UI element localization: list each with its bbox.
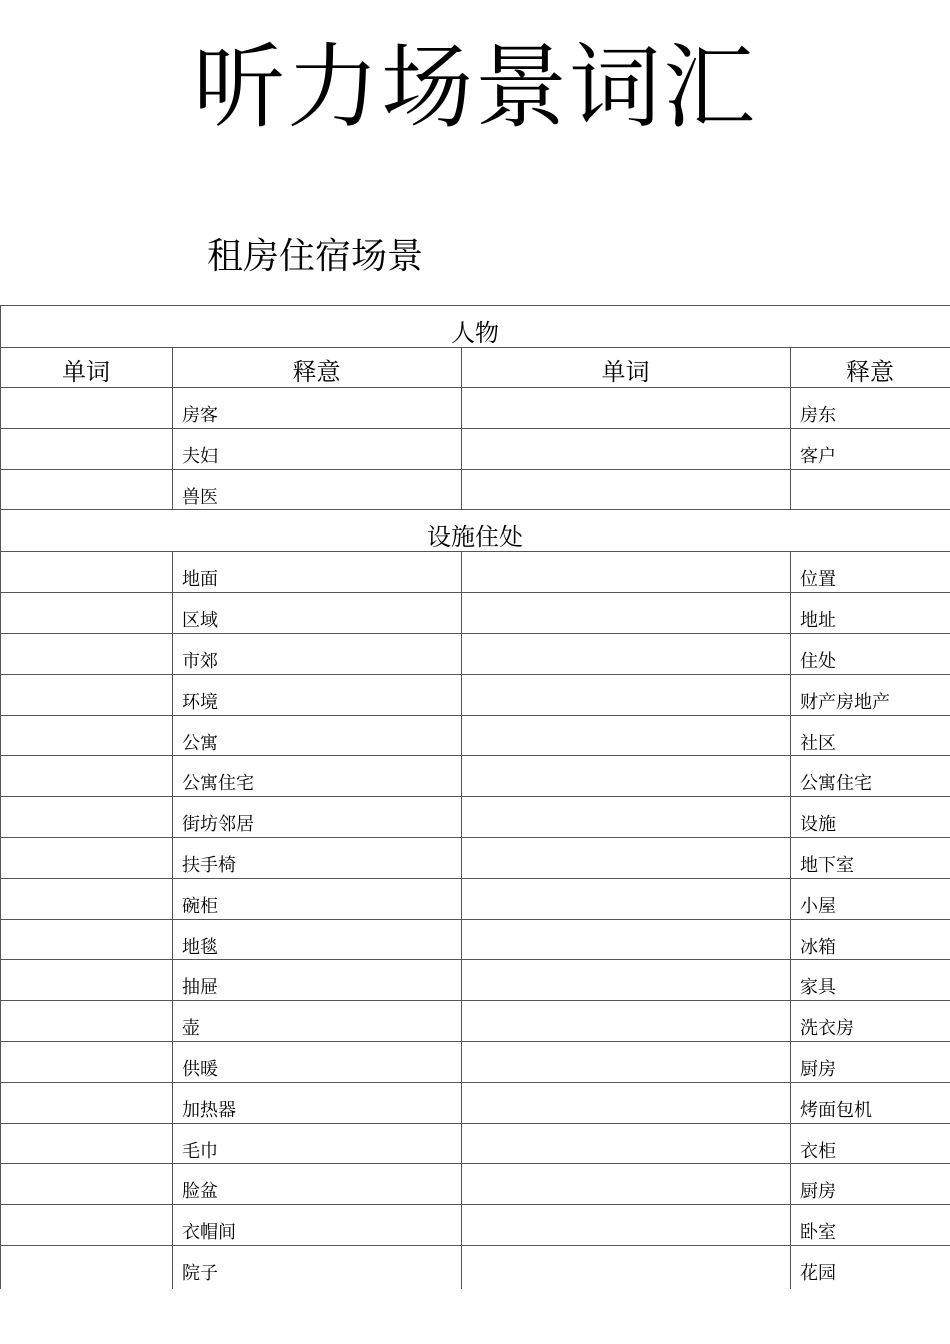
table-cell: 厨房: [800, 1181, 836, 1203]
table-cell: 卧室: [800, 1222, 836, 1244]
table-cell: 客户: [800, 445, 836, 467]
table-rule: [0, 959, 950, 960]
table-rule: [0, 592, 950, 593]
table-cell: 衣柜: [800, 1140, 836, 1162]
table-cell: 碗柜: [182, 895, 218, 917]
table-rule: [0, 1000, 950, 1001]
table-cell: 厨房: [800, 1059, 836, 1080]
table-cell: 毛巾: [182, 1140, 218, 1162]
table-cell: 财产房地产: [800, 691, 890, 713]
table-cell: 兽医: [182, 486, 218, 508]
table-cell: 加热器: [182, 1099, 236, 1121]
table-rule: [0, 1163, 950, 1164]
table-rule: [0, 1041, 950, 1042]
table-cell: 地下室: [800, 855, 854, 876]
table-column-rule: [790, 347, 791, 387]
table-cell: 院子: [182, 1263, 218, 1284]
table-cell: 冰箱: [800, 936, 836, 958]
table-column-rule: [790, 387, 791, 509]
table-cell: 区域: [182, 610, 218, 632]
table-column-rule: [172, 347, 173, 387]
table-cell: 社区: [800, 732, 836, 754]
table-rule: [0, 755, 950, 756]
table-cell: 夫妇: [182, 445, 218, 467]
table-rule: [0, 837, 950, 838]
table-cell: 位置: [800, 569, 836, 591]
table-column-rule: [790, 551, 791, 1289]
table-cell: 地面: [182, 569, 218, 591]
table-cell: 洗衣房: [800, 1018, 854, 1040]
table-cell: 衣帽间: [182, 1222, 236, 1244]
table-cell: 公寓住宅: [182, 773, 254, 795]
table-cell: 烤面包机: [800, 1099, 872, 1121]
table-header-cell: 单词: [601, 358, 650, 386]
table-rule: [0, 633, 950, 634]
table-rule: [0, 1123, 950, 1124]
table-rule: [0, 715, 950, 716]
table-rule: [0, 509, 950, 510]
table-cell: 花园: [800, 1263, 836, 1284]
section-subtitle: 租房住宿场景: [207, 236, 424, 277]
table-rule: [0, 551, 950, 552]
table-cell: 环境: [182, 691, 218, 713]
table-rule: [0, 1245, 950, 1246]
table-cell: 抽屉: [182, 977, 218, 999]
table-cell: 地址: [800, 610, 836, 632]
table-cell: 公寓住宅: [800, 773, 872, 795]
table-rule: [0, 1204, 950, 1205]
table-cell: 市郊: [182, 651, 218, 672]
table-rule: [0, 305, 950, 306]
table-cell: 扶手椅: [182, 855, 236, 876]
table-cell: 房客: [182, 405, 218, 426]
table-column-rule: [461, 347, 462, 387]
table-section-label: 设施住处: [427, 523, 523, 552]
table-cell: 设施: [800, 814, 836, 836]
table-cell: 公寓: [182, 732, 218, 754]
table-header-cell: 释意: [292, 358, 341, 386]
table-rule: [0, 919, 950, 920]
table-column-rule: [172, 551, 173, 1289]
table-cell: 脸盆: [182, 1181, 218, 1203]
document-title: 听力场景词汇: [192, 34, 757, 141]
table-rule: [0, 674, 950, 675]
table-section-label: 人物: [451, 319, 499, 347]
table-cell: 街坊邻居: [182, 814, 254, 836]
table-rule: [0, 796, 950, 797]
table-cell: 壶: [182, 1018, 200, 1040]
table-column-rule: [172, 387, 173, 509]
table-cell: 小屋: [800, 895, 836, 917]
table-header-cell: 释意: [846, 358, 894, 386]
table-rule: [0, 347, 950, 348]
table-header-cell: 单词: [62, 358, 110, 386]
table-column-rule: [461, 551, 462, 1289]
table-rule: [0, 1082, 950, 1083]
table-cell: 地毯: [182, 936, 218, 958]
table-cell: 房东: [800, 405, 836, 426]
table-rule: [0, 387, 950, 388]
table-column-rule: [461, 387, 462, 509]
table-cell: 供暖: [182, 1059, 218, 1080]
table-cell: 家具: [800, 977, 836, 999]
table-cell: 住处: [800, 651, 836, 672]
table-rule: [0, 469, 950, 470]
table-rule: [0, 878, 950, 879]
table-rule: [0, 428, 950, 429]
